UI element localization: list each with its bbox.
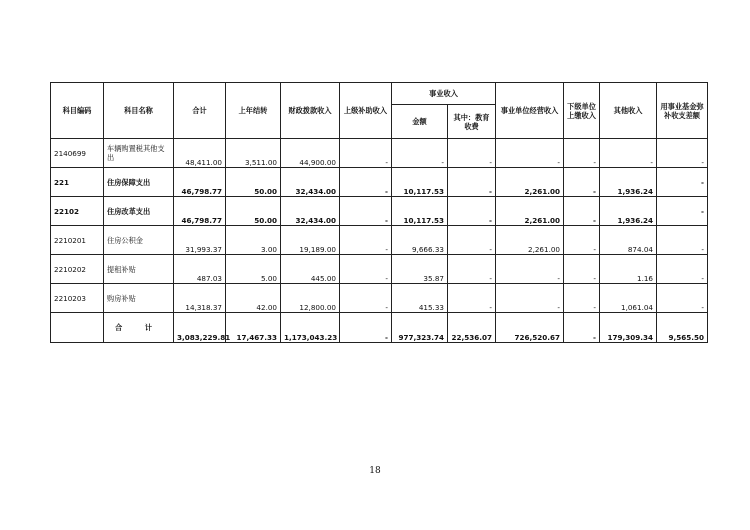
cell-fiscal: 19,189.00: [281, 226, 340, 255]
cell-subsidy: -: [340, 284, 392, 313]
total-amount: 977,323.74: [392, 313, 448, 343]
cell-total: 48,411.00: [174, 139, 226, 168]
total-subsidy: -: [340, 313, 392, 343]
cell-other: 1,936.24: [600, 168, 657, 197]
cell-fund-gap: -: [657, 255, 708, 284]
cell-lower-unit: -: [564, 197, 600, 226]
cell-operating: -: [496, 139, 564, 168]
cell-carryover: 50.00: [226, 197, 281, 226]
cell-edu-fee: -: [448, 284, 496, 313]
header-row-top: [51, 83, 708, 105]
table-row: [51, 139, 708, 168]
header-code: 科目编码: [51, 83, 104, 139]
cell-subsidy: -: [340, 226, 392, 255]
header-subsidy: 上级补助收入: [340, 83, 392, 139]
header-business: 事业收入: [392, 83, 496, 105]
cell-amount: -: [392, 139, 448, 168]
header-lower-unit: 下级单位上缴收入: [564, 83, 600, 139]
cell-fiscal: 445.00: [281, 255, 340, 284]
cell-code: 221: [51, 168, 104, 197]
cell-edu-fee: -: [448, 139, 496, 168]
total-total: 3,083,229.81: [174, 313, 226, 343]
total-fund-gap: 9,565.50: [657, 313, 708, 343]
total-lower-unit: -: [564, 313, 600, 343]
cell-amount: 10,117.53: [392, 197, 448, 226]
page-number: 18: [369, 466, 381, 476]
cell-subsidy: -: [340, 168, 392, 197]
cell-carryover: 50.00: [226, 168, 281, 197]
cell-fiscal: 44,900.00: [281, 139, 340, 168]
cell-name: 住房保障支出: [104, 168, 174, 197]
cell-name: 提租补贴: [104, 255, 174, 284]
cell-operating: -: [496, 255, 564, 284]
header-name: 科目名称: [104, 83, 174, 139]
total-other: 179,309.34: [600, 313, 657, 343]
cell-code: 2210202: [51, 255, 104, 284]
cell-fiscal: 32,434.00: [281, 168, 340, 197]
cell-other: -: [600, 139, 657, 168]
cell-carryover: 42.00: [226, 284, 281, 313]
cell-subsidy: -: [340, 255, 392, 284]
cell-carryover: 3.00: [226, 226, 281, 255]
table-row: [51, 255, 708, 284]
table-row: [51, 284, 708, 313]
total-carryover: 17,467.33: [226, 313, 281, 343]
cell-amount: 415.33: [392, 284, 448, 313]
cell-other: 874.04: [600, 226, 657, 255]
cell-code-empty: [51, 313, 104, 343]
cell-operating: 2,261.00: [496, 226, 564, 255]
cell-carryover: 5.00: [226, 255, 281, 284]
header-amount: 金额: [392, 105, 448, 139]
cell-fund-gap: -: [657, 168, 708, 197]
cell-operating: 2,261.00: [496, 197, 564, 226]
cell-total: 487.03: [174, 255, 226, 284]
cell-lower-unit: -: [564, 284, 600, 313]
cell-name: 住房改革支出: [104, 197, 174, 226]
cell-lower-unit: -: [564, 168, 600, 197]
table-row: [51, 197, 708, 226]
cell-amount: 10,117.53: [392, 168, 448, 197]
total-row: [51, 313, 708, 343]
cell-edu-fee: -: [448, 168, 496, 197]
header-edu-fee: 其中：教育收费: [448, 105, 496, 139]
cell-other: 1.16: [600, 255, 657, 284]
cell-name: 住房公积金: [104, 226, 174, 255]
cell-edu-fee: -: [448, 197, 496, 226]
cell-lower-unit: -: [564, 226, 600, 255]
cell-operating: 2,261.00: [496, 168, 564, 197]
cell-fund-gap: -: [657, 284, 708, 313]
total-label: 合 计: [104, 313, 174, 343]
cell-lower-unit: -: [564, 255, 600, 284]
cell-total: 46,798.77: [174, 197, 226, 226]
header-carryover: 上年结转: [226, 83, 281, 139]
header-total: 合计: [174, 83, 226, 139]
cell-subsidy: -: [340, 139, 392, 168]
header-fund-gap: 用事业基金弥补收支差额: [657, 83, 708, 139]
cell-amount: 35.87: [392, 255, 448, 284]
cell-operating: -: [496, 284, 564, 313]
cell-other: 1,936.24: [600, 197, 657, 226]
cell-code: 2210201: [51, 226, 104, 255]
table-row: [51, 168, 708, 197]
header-fiscal: 财政拨款收入: [281, 83, 340, 139]
cell-edu-fee: -: [448, 255, 496, 284]
cell-fund-gap: -: [657, 226, 708, 255]
table-row: [51, 226, 708, 255]
budget-table: [50, 82, 708, 343]
cell-fiscal: 32,434.00: [281, 197, 340, 226]
total-edu-fee: 22,536.07: [448, 313, 496, 343]
cell-code: 22102: [51, 197, 104, 226]
cell-subsidy: -: [340, 197, 392, 226]
cell-code: 2140699: [51, 139, 104, 168]
cell-carryover: 3,511.00: [226, 139, 281, 168]
cell-fiscal: 12,800.00: [281, 284, 340, 313]
cell-code: 2210203: [51, 284, 104, 313]
cell-total: 31,993.37: [174, 226, 226, 255]
cell-name: 车辆购置税其他支出: [104, 139, 174, 168]
cell-name: 购房补贴: [104, 284, 174, 313]
header-other: 其他收入: [600, 83, 657, 139]
total-fiscal: 1,173,043.23: [281, 313, 340, 343]
total-operating: 726,520.67: [496, 313, 564, 343]
cell-total: 46,798.77: [174, 168, 226, 197]
cell-amount: 9,666.33: [392, 226, 448, 255]
cell-lower-unit: -: [564, 139, 600, 168]
cell-edu-fee: -: [448, 226, 496, 255]
cell-other: 1,061.04: [600, 284, 657, 313]
cell-fund-gap: -: [657, 139, 708, 168]
cell-total: 14,318.37: [174, 284, 226, 313]
cell-fund-gap: -: [657, 197, 708, 226]
header-operating: 事业单位经营收入: [496, 83, 564, 139]
